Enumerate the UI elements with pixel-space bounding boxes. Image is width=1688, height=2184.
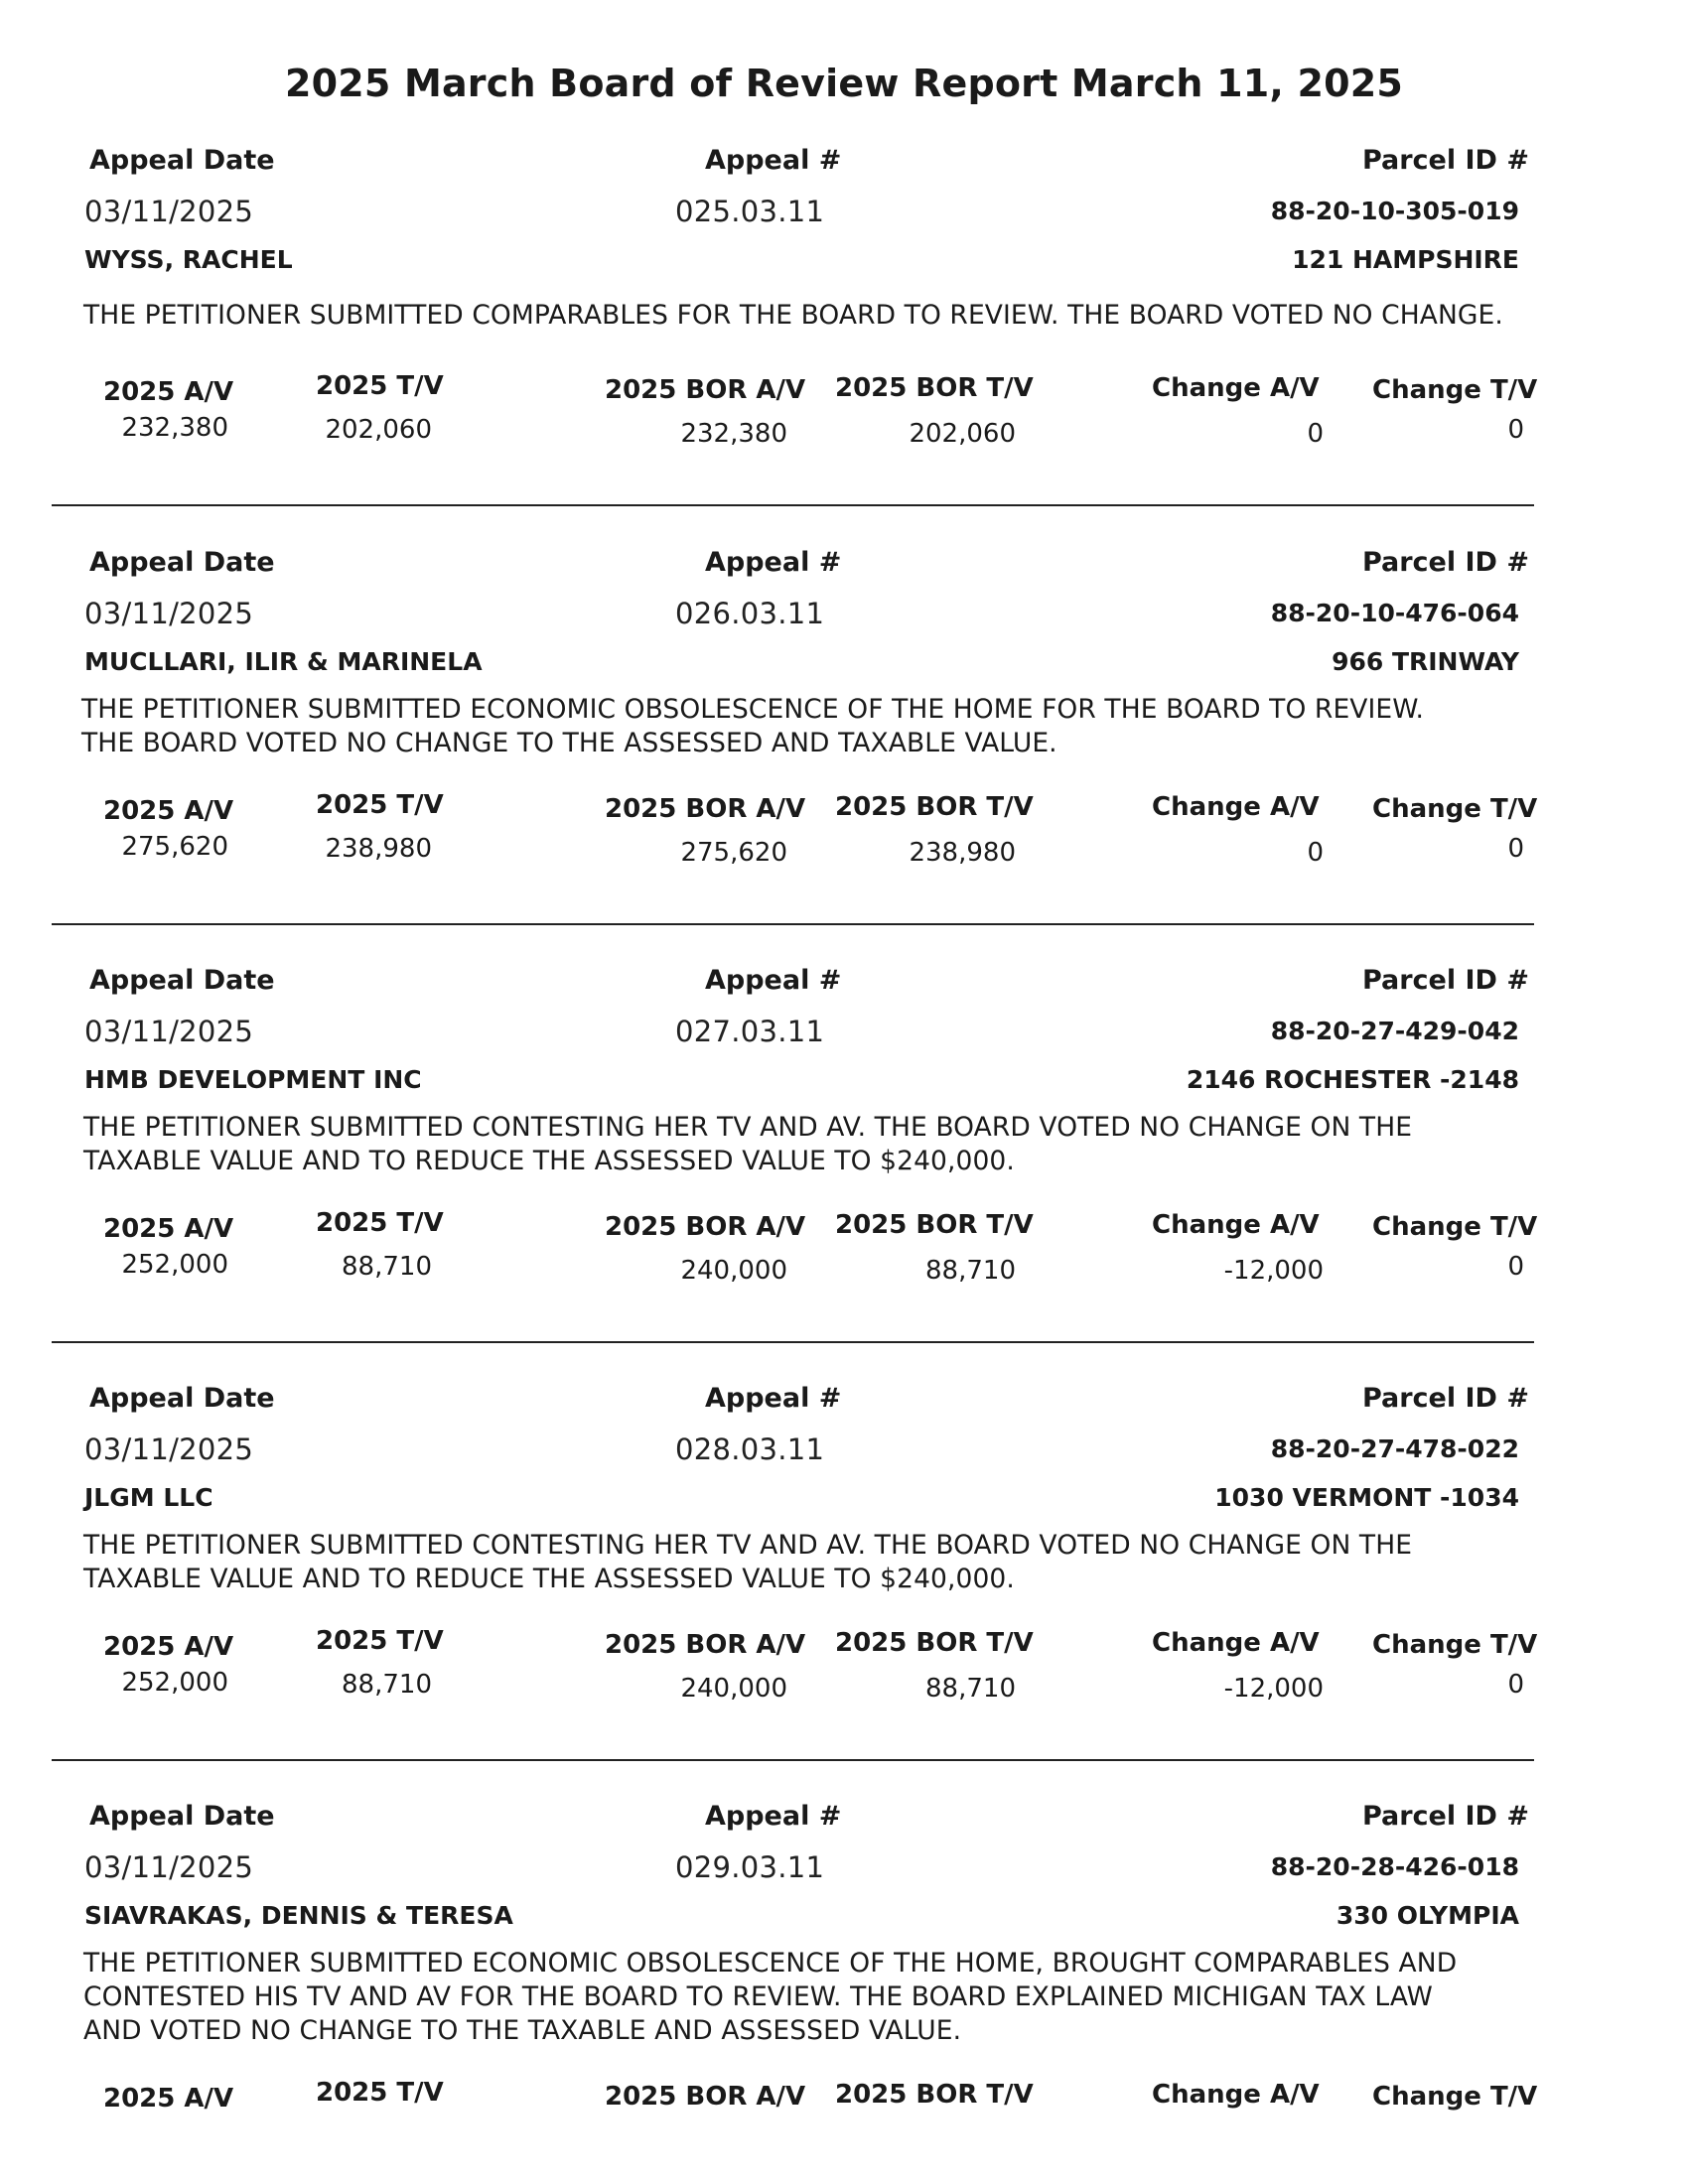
- report-title: 2025 March Board of Review Report March 11, 2025: [284, 62, 1404, 105]
- bor-av-value: 240,000: [680, 1256, 787, 1286]
- appeal-record: [0, 0, 1688, 449]
- col-bor-tv: 2025 BOR T/V: [835, 373, 1034, 403]
- change-tv-value: 0: [1507, 834, 1524, 864]
- appeal-date: 03/11/2025: [84, 195, 254, 228]
- property-address: 2146 ROCHESTER -2148: [1186, 1065, 1519, 1094]
- parcel-id: 88-20-28-426-018: [1270, 1852, 1519, 1881]
- board-decision: THE PETITIONER SUBMITTED CONTESTING HER TV AND AV. THE BOARD VOTED NO CHANGE ON THE TAXABLE VALUE AND TO REDUCE THE ASSESSED VALUE TO $240,000.: [83, 1112, 1413, 1176]
- appeal-date: 03/11/2025: [84, 1433, 254, 1466]
- parcel-id-label: Parcel ID #: [1361, 547, 1529, 578]
- col-change-tv: Change T/V: [1372, 2082, 1538, 2112]
- change-av-value: -12,000: [1223, 1256, 1324, 1286]
- col-change-av: Change A/V: [1152, 2080, 1320, 2110]
- appeal-number: 027.03.11: [675, 1015, 825, 1048]
- parcel-id: 88-20-10-305-019: [1270, 197, 1519, 225]
- appeal-number: 026.03.11: [675, 597, 825, 630]
- col-change-av: Change A/V: [1152, 792, 1320, 822]
- col-change-av: Change A/V: [1152, 373, 1320, 403]
- col-bor-av: 2025 BOR A/V: [605, 794, 806, 824]
- av-2025-value: 275,620: [121, 832, 228, 862]
- change-tv-value: 0: [1507, 1670, 1524, 1700]
- col-tv-2025: 2025 T/V: [316, 1208, 444, 1238]
- col-change-tv: Change T/V: [1372, 1212, 1538, 1242]
- col-tv-2025: 2025 T/V: [316, 1626, 444, 1656]
- col-bor-tv: 2025 BOR T/V: [835, 1210, 1034, 1240]
- appeal-number: 029.03.11: [675, 1850, 825, 1884]
- parcel-id: 88-20-27-478-022: [1270, 1434, 1519, 1463]
- col-change-tv: Change T/V: [1372, 375, 1538, 405]
- owner-name: HMB DEVELOPMENT INC: [84, 1065, 422, 1094]
- owner-name: MUCLLARI, ILIR & MARINELA: [84, 647, 483, 676]
- appeal-date: 03/11/2025: [84, 597, 254, 630]
- appeal-number-label: Appeal #: [705, 965, 842, 996]
- col-bor-av: 2025 BOR A/V: [605, 1212, 806, 1242]
- property-address: 121 HAMPSHIRE: [1292, 245, 1519, 274]
- appeal-date-label: Appeal Date: [89, 547, 275, 578]
- appeal-record: [0, 1656, 1688, 2184]
- appeal-number-label: Appeal #: [705, 547, 842, 578]
- col-change-av: Change A/V: [1152, 1628, 1320, 1658]
- property-address: 330 OLYMPIA: [1336, 1901, 1519, 1930]
- tv-2025-value: 88,710: [342, 1252, 432, 1282]
- col-av-2025: 2025 A/V: [103, 377, 234, 407]
- change-av-value: -12,000: [1223, 1674, 1324, 1704]
- appeal-date: 03/11/2025: [84, 1850, 254, 1884]
- av-2025-value: 252,000: [121, 1668, 228, 1698]
- appeal-number: 028.03.11: [675, 1433, 825, 1466]
- owner-name: SIAVRAKAS, DENNIS & TERESA: [84, 1901, 513, 1930]
- tv-2025-value: 202,060: [325, 415, 432, 445]
- col-av-2025: 2025 A/V: [103, 1214, 234, 1244]
- col-bor-tv: 2025 BOR T/V: [835, 792, 1034, 822]
- appeal-record: [0, 820, 1688, 1286]
- col-bor-av: 2025 BOR A/V: [605, 2082, 806, 2112]
- col-tv-2025: 2025 T/V: [316, 2078, 444, 2108]
- col-bor-av: 2025 BOR A/V: [605, 1630, 806, 1660]
- av-2025-value: 252,000: [121, 1250, 228, 1280]
- bor-tv-value: 202,060: [909, 419, 1016, 449]
- appeal-number-label: Appeal #: [705, 145, 842, 176]
- col-bor-tv: 2025 BOR T/V: [835, 2080, 1034, 2110]
- appeal-date-label: Appeal Date: [89, 1801, 275, 1832]
- col-bor-av: 2025 BOR A/V: [605, 375, 806, 405]
- parcel-id-label: Parcel ID #: [1361, 1383, 1529, 1414]
- bor-tv-value: 88,710: [925, 1674, 1016, 1704]
- av-2025-value: 232,380: [121, 413, 228, 443]
- col-tv-2025: 2025 T/V: [316, 371, 444, 401]
- col-av-2025: 2025 A/V: [103, 2084, 234, 2114]
- appeal-number: 025.03.11: [675, 195, 825, 228]
- bor-av-value: 232,380: [680, 419, 787, 449]
- appeal-number-label: Appeal #: [705, 1801, 842, 1832]
- appeal-record: [0, 1238, 1688, 1704]
- col-tv-2025: 2025 T/V: [316, 790, 444, 820]
- tv-2025-value: 88,710: [342, 1670, 432, 1700]
- appeal-date-label: Appeal Date: [89, 145, 275, 176]
- board-decision: THE PETITIONER SUBMITTED ECONOMIC OBSOLESCENCE OF THE HOME FOR THE BOARD TO REVIEW. THE BOARD VOTED NO CHANGE TO THE ASSESSED AND TAXABLE VALUE.: [81, 694, 1425, 758]
- col-av-2025: 2025 A/V: [103, 796, 234, 826]
- parcel-id-label: Parcel ID #: [1361, 965, 1529, 996]
- board-decision: THE PETITIONER SUBMITTED CONTESTING HER TV AND AV. THE BOARD VOTED NO CHANGE ON THE TAXABLE VALUE AND TO REDUCE THE ASSESSED VALUE TO $240,000.: [83, 1530, 1413, 1594]
- parcel-id: 88-20-27-429-042: [1270, 1017, 1519, 1045]
- bor-tv-value: 238,980: [909, 838, 1016, 868]
- change-tv-value: 0: [1507, 415, 1524, 445]
- bor-tv-value: 88,710: [925, 1256, 1016, 1286]
- change-av-value: 0: [1307, 419, 1324, 449]
- board-decision: THE PETITIONER SUBMITTED COMPARABLES FOR THE BOARD TO REVIEW. THE BOARD VOTED NO CHANGE.: [83, 300, 1503, 331]
- appeal-date-label: Appeal Date: [89, 965, 275, 996]
- appeal-date-label: Appeal Date: [89, 1383, 275, 1414]
- property-address: 966 TRINWAY: [1332, 647, 1519, 676]
- property-address: 1030 VERMONT -1034: [1214, 1483, 1519, 1512]
- tv-2025-value: 238,980: [325, 834, 432, 864]
- bor-av-value: 240,000: [680, 1674, 787, 1704]
- change-av-value: 0: [1307, 838, 1324, 868]
- appeal-record: [0, 402, 1688, 868]
- change-tv-value: 0: [1507, 1252, 1524, 1282]
- col-change-av: Change A/V: [1152, 1210, 1320, 1240]
- owner-name: JLGM LLC: [84, 1483, 213, 1512]
- parcel-id-label: Parcel ID #: [1361, 1801, 1529, 1832]
- col-change-tv: Change T/V: [1372, 794, 1538, 824]
- appeal-number-label: Appeal #: [705, 1383, 842, 1414]
- owner-name: WYSS, RACHEL: [84, 245, 293, 274]
- bor-av-value: 275,620: [680, 838, 787, 868]
- col-change-tv: Change T/V: [1372, 1630, 1538, 1660]
- parcel-id: 88-20-10-476-064: [1270, 599, 1519, 627]
- appeal-date: 03/11/2025: [84, 1015, 254, 1048]
- board-decision: THE PETITIONER SUBMITTED ECONOMIC OBSOLESCENCE OF THE HOME, BROUGHT COMPARABLES AND CONTESTED HIS TV AND AV FOR THE BOARD TO REVIEW. THE BOARD EXPLAINED MICHIGAN TAX LAW AND VOTED NO CHANGE TO THE TAXABLE AND ASSESSED VALUE.: [83, 1948, 1458, 2046]
- parcel-id-label: Parcel ID #: [1361, 145, 1529, 176]
- col-av-2025: 2025 A/V: [103, 1632, 234, 1662]
- col-bor-tv: 2025 BOR T/V: [835, 1628, 1034, 1658]
